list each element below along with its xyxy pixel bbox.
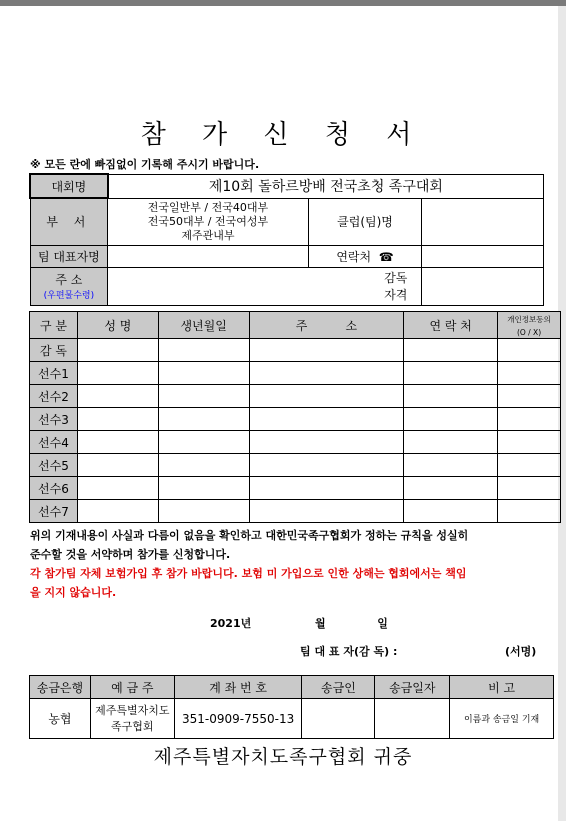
cell[interactable] <box>158 500 249 523</box>
division-options <box>108 198 308 245</box>
cell[interactable] <box>158 408 249 431</box>
phone-icon: ☎ <box>378 249 394 264</box>
payment-header-bank: 송금은행 <box>30 676 91 699</box>
cell[interactable] <box>498 339 561 362</box>
row-label: 선수6 <box>30 477 78 500</box>
payment-holder <box>90 699 174 739</box>
payment-bank: 농협 <box>30 699 91 739</box>
payment-header-date: 송금일자 <box>375 676 450 699</box>
cell[interactable] <box>77 454 158 477</box>
cell[interactable] <box>404 339 498 362</box>
cell[interactable] <box>498 500 561 523</box>
header-contact: 연 락 처 <box>404 312 498 339</box>
cell[interactable] <box>498 431 561 454</box>
holder-line-2: 족구협회 <box>111 719 154 733</box>
payment-date-field[interactable] <box>375 699 450 739</box>
cell[interactable] <box>498 362 561 385</box>
header-name: 성 명 <box>77 312 158 339</box>
payment-sender-field[interactable] <box>302 699 375 739</box>
cell[interactable] <box>249 454 404 477</box>
rep-name-label: 팀 대표자명 <box>30 245 108 267</box>
header-category: 구 분 <box>30 312 78 339</box>
payment-header-remark: 비 고 <box>450 676 554 699</box>
cell[interactable] <box>498 477 561 500</box>
payment-table <box>29 675 554 739</box>
cell[interactable] <box>77 431 158 454</box>
coach-qualification-field[interactable] <box>422 267 544 305</box>
cell[interactable] <box>77 408 158 431</box>
row-label: 선수5 <box>30 454 78 477</box>
declaration <box>30 526 550 602</box>
address-label-text: 주 소 <box>55 273 83 287</box>
cell[interactable] <box>158 339 249 362</box>
privacy-consent-title: 개인정보동의 <box>507 314 551 324</box>
insurance-warning-2: 을 지지 않습니다. <box>30 586 117 599</box>
cell[interactable] <box>404 385 498 408</box>
insurance-warning-1: 각 참가팀 자체 보험가입 후 참가 바랍니다. 보험 미 가입으로 인한 상해는 협회에서는 책임 <box>30 567 467 580</box>
division-line-1: 전국일반부 / 전국40대부 <box>147 200 269 214</box>
payment-header-holder: 예 금 주 <box>90 676 174 699</box>
addressee-footer: 제주특별자치도족구협회 귀중 <box>153 746 413 768</box>
date-day: 일 <box>377 617 388 630</box>
tournament-name: 제10회 돌하르방배 전국초청 족구대회 <box>108 174 544 198</box>
club-label: 클럽(팀)명 <box>308 198 422 245</box>
cell[interactable] <box>249 500 404 523</box>
application-date <box>210 615 388 631</box>
header-birthdate: 생년월일 <box>158 312 249 339</box>
row-label: 감 독 <box>30 339 78 362</box>
cell[interactable] <box>249 339 404 362</box>
row-label: 선수3 <box>30 408 78 431</box>
cell[interactable] <box>158 431 249 454</box>
representative-label: 팀 대 표 자(감 독) : <box>300 645 398 658</box>
signature-label: (서명) <box>505 645 537 658</box>
coach-label-2: 자격 <box>384 288 408 302</box>
row-label: 선수2 <box>30 385 78 408</box>
cell[interactable] <box>77 385 158 408</box>
division-line-3: 제주관내부 <box>181 228 235 242</box>
cell[interactable] <box>404 408 498 431</box>
tournament-label: 대회명 <box>30 174 108 198</box>
window-top-bar <box>0 0 566 6</box>
contact-label <box>308 245 422 267</box>
row-label: 선수7 <box>30 500 78 523</box>
cell[interactable] <box>158 477 249 500</box>
cell[interactable] <box>158 385 249 408</box>
address-sub-label: (우편물수령) <box>43 291 95 301</box>
cell[interactable] <box>404 477 498 500</box>
cell[interactable] <box>249 385 404 408</box>
declaration-line-2: 준수할 것을 서약하며 참가를 신청합니다. <box>30 548 231 561</box>
form-title: 참 가 신 청 서 <box>140 120 426 150</box>
row-label: 선수1 <box>30 362 78 385</box>
cell[interactable] <box>404 431 498 454</box>
declaration-line-1: 위의 기재내용이 사실과 다름이 없음을 확인하고 대한민국족구협회가 정하는 규칙을 성실히 <box>30 529 469 542</box>
cell[interactable] <box>77 362 158 385</box>
payment-header-sender: 송금인 <box>302 676 375 699</box>
division-line-2: 전국50대부 / 전국여성부 <box>147 214 269 228</box>
coach-label-1: 감독 <box>384 271 408 285</box>
cell[interactable] <box>404 454 498 477</box>
cell[interactable] <box>158 362 249 385</box>
cell[interactable] <box>249 362 404 385</box>
payment-account-number: 351-0909-7550-13 <box>174 699 302 739</box>
coach-qualification-label <box>308 267 422 305</box>
rep-name-field[interactable] <box>108 245 308 267</box>
header-address: 주 소 <box>249 312 404 339</box>
address-label <box>30 267 108 305</box>
cell[interactable] <box>77 477 158 500</box>
cell[interactable] <box>249 477 404 500</box>
date-year: 2021년 <box>210 617 252 630</box>
division-label: 부 서 <box>30 198 108 245</box>
cell[interactable] <box>77 500 158 523</box>
cell[interactable] <box>404 500 498 523</box>
cell[interactable] <box>77 339 158 362</box>
address-field[interactable] <box>108 267 308 305</box>
contact-label-text: 연락처 <box>336 249 372 264</box>
contact-field[interactable] <box>422 245 544 267</box>
cell[interactable] <box>498 454 561 477</box>
payment-remark: 이름과 송금일 기재 <box>450 699 554 739</box>
cell[interactable] <box>498 408 561 431</box>
roster-table <box>29 311 561 523</box>
cell[interactable] <box>249 431 404 454</box>
cell[interactable] <box>249 408 404 431</box>
fill-notice: ※ 모든 란에 빠짐없이 기록해 주시기 바랍니다. <box>30 158 260 171</box>
cell[interactable] <box>498 385 561 408</box>
holder-line-1: 제주특별자치도 <box>95 703 170 717</box>
row-label: 선수4 <box>30 431 78 454</box>
cell[interactable] <box>158 454 249 477</box>
club-name-field[interactable] <box>422 198 544 245</box>
header-privacy-consent <box>498 312 561 339</box>
info-table <box>29 173 544 306</box>
privacy-consent-options: (O / X) <box>516 327 542 337</box>
payment-header-account: 계 좌 번 호 <box>174 676 302 699</box>
date-month: 월 <box>314 617 326 630</box>
cell[interactable] <box>404 362 498 385</box>
